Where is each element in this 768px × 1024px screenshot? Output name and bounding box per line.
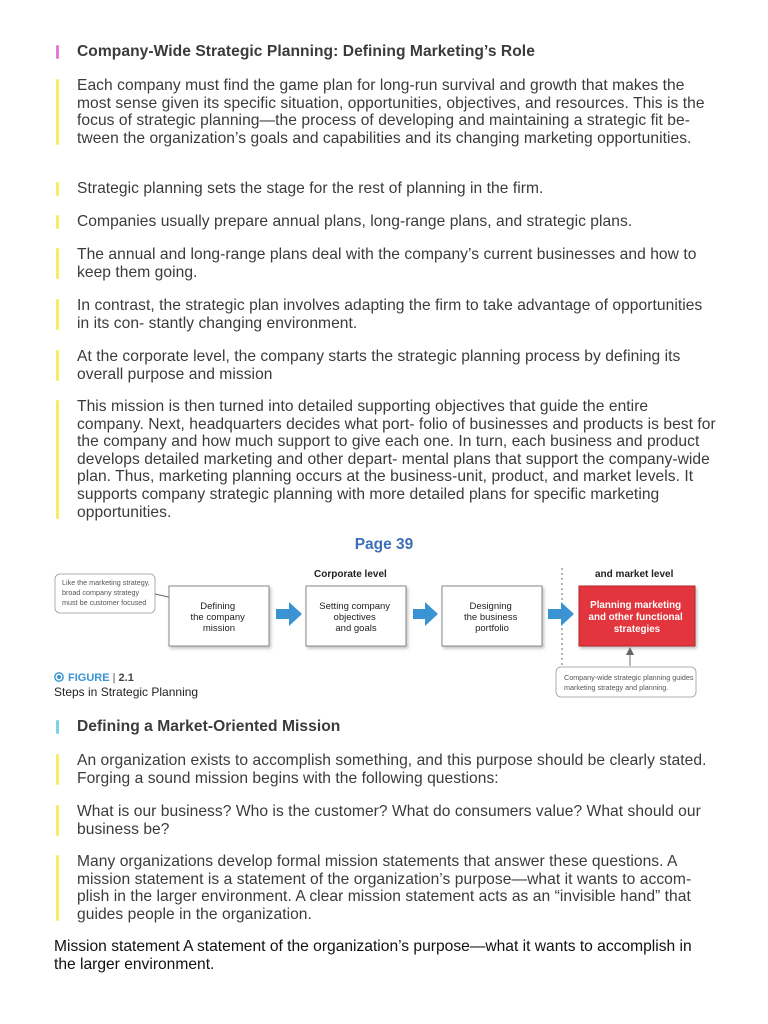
flow-arrow [548,602,574,626]
corporate-level-label: Corporate level [314,569,387,580]
highlight-marker [56,754,59,785]
highlight-marker [56,79,59,145]
highlight-marker [56,805,59,836]
paragraph: An organization exists to accomplish something, and this purpose should be clearly stated. Forging a sound mission begins with the following questions: [56,752,716,787]
right-note-text: Company-wide strategic planning guides marketing strategy and planning. [564,673,694,692]
highlight-marker [56,350,59,381]
highlight-marker [56,182,59,196]
section-heading-strategic-planning: Company-Wide Strategic Planning: Defining Marketing’s Role [56,43,716,61]
heading-marker [56,45,59,59]
figure-tag: FIGURE | 2.1 [68,672,134,684]
paragraph: What is our business? Who is the customer? What do consumers value? What should our business be? [56,803,716,838]
highlight-marker [56,299,59,330]
section-heading-mission: Defining a Market-Oriented Mission [56,718,716,736]
paragraph: In contrast, the strategic plan involves adapting the firm to take advantage of opportunities in its con- stantly changing environment. [56,297,716,332]
paragraph: Companies usually prepare annual plans, long-range plans, and strategic plans. [56,213,716,231]
highlight-marker [56,855,59,921]
paragraph: At the corporate level, the company starts the strategic planning process by defining its overall purpose and mission [56,348,716,383]
paragraph: Many organizations develop formal mission statements that answer these questions. A mission statement is a statement of the organization’s purpose—what it wants to accom- plish in the larger environment. A clear mission statement acts as an “invisible hand” that guides people in the organization. [56,853,716,923]
market-level-label: and market level [595,569,674,580]
highlight-marker [56,400,59,519]
highlight-marker [56,215,59,229]
left-note-text: Like the marketing strategy, broad company strategy must be customer focused [62,578,150,607]
step-box-designing-portfolio-text: Designing the business portfolio [464,601,518,634]
paragraph: Each company must find the game plan for long-run survival and growth that makes the most sense given its specific situation, opportunities, objectives, and resources. This is the focus of strategic planning—the process of developing and maintaining a strategic fit be- tween the organization’s goals and capabilities and its changing marketing opportunities. [56,77,716,147]
page-number-label: Page 39 [354,536,414,553]
figure-bullet-icon-dot [57,675,61,679]
paragraph: The annual and long-range plans deal with the company’s current businesses and how to keep them going. [56,246,716,281]
step-box-setting-objectives-text: Setting company objectives and goals [319,601,391,634]
figure-strategic-planning-steps [52,566,712,702]
heading-marker [56,720,59,734]
flow-arrow [276,602,302,626]
strategic-planning-diagram [52,566,712,702]
right-note-box [556,667,696,697]
step-box-defining-mission-text: Defining the company mission [190,601,245,634]
right-note-arrowhead [626,647,634,655]
paragraph: Strategic planning sets the stage for the rest of planning in the firm. [56,180,716,198]
figure-caption: Steps in Strategic Planning [54,685,199,699]
highlight-marker [56,248,59,279]
flow-arrow [413,602,438,626]
step-box-planning-marketing-text: Planning marketing and other functional strategies [588,600,683,635]
mission-statement-definition: Mission statement A statement of the organization’s purpose—what it wants to accomplish in the larger environment. [54,938,692,973]
paragraph: This mission is then turned into detailed supporting objectives that guide the entire company. Next, headquarters decides what port- folio of businesses and products is best for the company and how much support to give each one. In turn, each business and product develops detailed marketing and other depart- mental plans that support the company-wide plan. Thus, marketing planning occurs at the business-unit, product, and market levels. It supports company strategic planning with more detailed plans for specific marketing opportunities. [56,398,716,521]
